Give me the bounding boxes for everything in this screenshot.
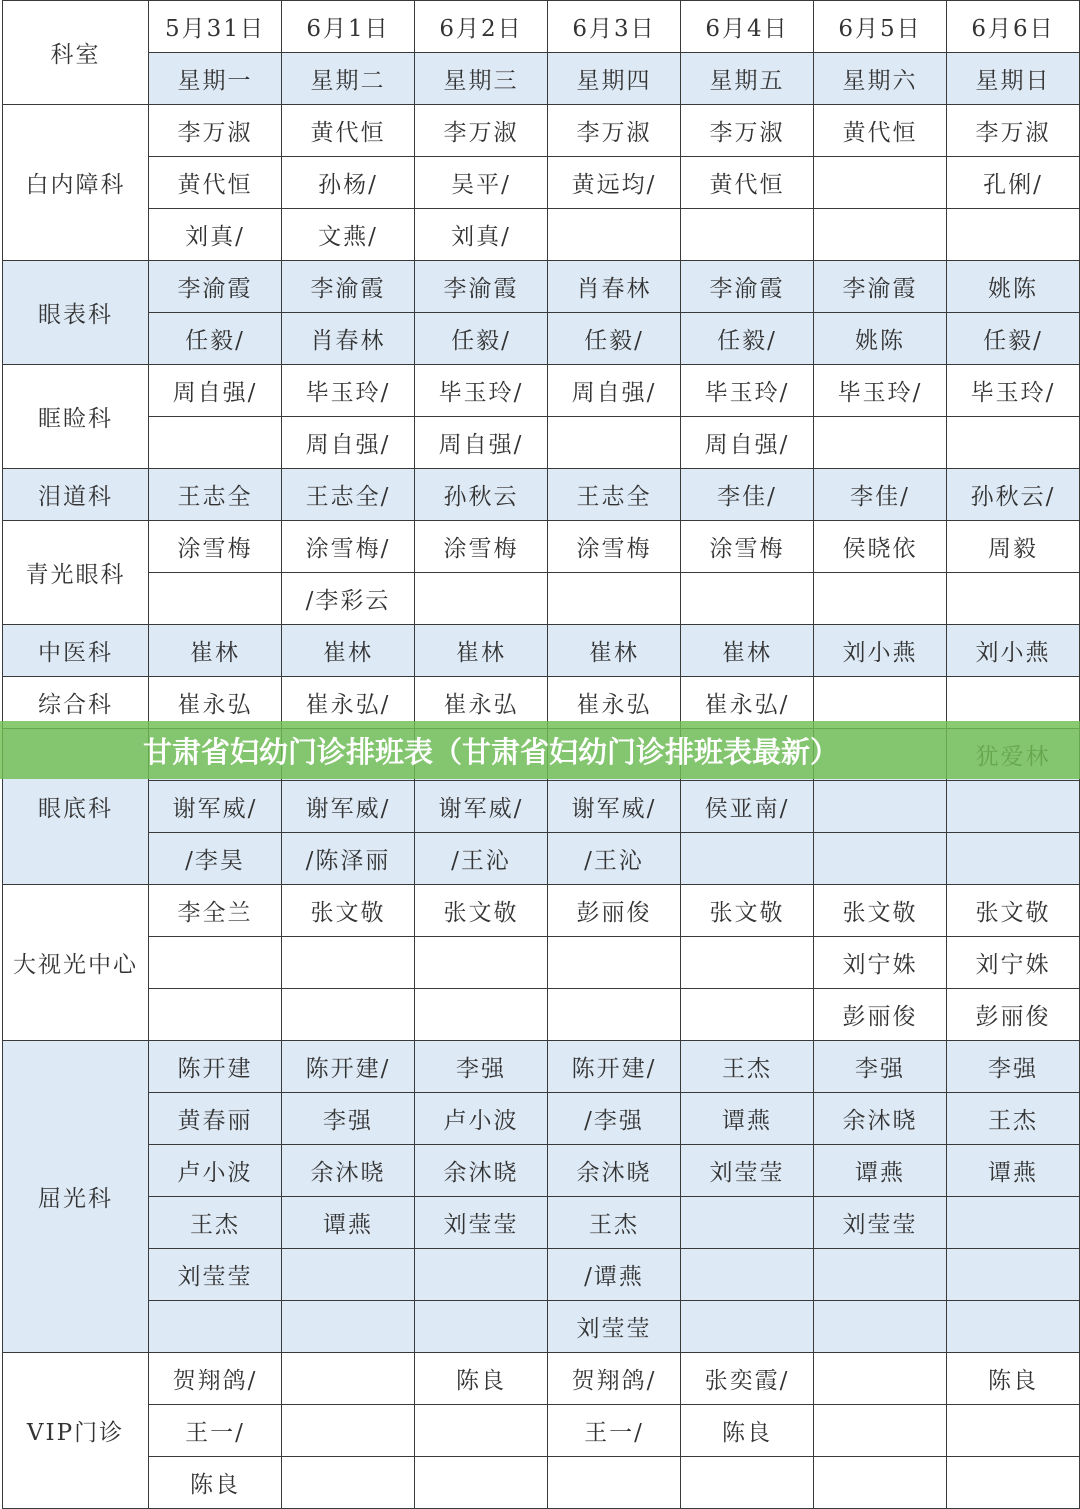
doctor-cell [415,1249,548,1301]
overlay-title: 甘肃省妇幼门诊排班表（甘肃省妇幼门诊排班表最新） [143,734,840,769]
doctor-cell: 张文敬 [814,885,947,937]
date-cell: 6月5日 [814,1,947,53]
doctor-cell: 李佳/ [814,469,947,521]
schedule-row [3,209,1080,261]
doctor-cell: 陈良 [149,1457,282,1509]
doctor-cell [947,781,1080,833]
doctor-cell [282,937,415,989]
doctor-cell: 崔永弘 [548,677,681,729]
doctor-cell: 李强 [415,1041,548,1093]
doctor-cell: 涂雪梅 [681,521,814,573]
doctor-cell: 李渝霞 [681,261,814,313]
title-overlay-banner [0,721,1080,779]
doctor-cell: 李万淑 [681,105,814,157]
doctor-cell: 姚陈 [947,261,1080,313]
doctor-cell: 贺翔鸽/ [548,1353,681,1405]
weekday-cell: 星期三 [415,53,548,105]
department-name: VIP门诊 [3,1353,149,1509]
doctor-cell: 李渝霞 [282,261,415,313]
doctor-cell [814,1249,947,1301]
doctor-cell: 余沐晓 [814,1093,947,1145]
doctor-cell: 崔永弘/ [282,677,415,729]
doctor-cell: 文燕/ [282,209,415,261]
doctor-cell [947,833,1080,885]
doctor-cell [415,1405,548,1457]
weekday-cell: 星期五 [681,53,814,105]
department-name: 综合科 [3,677,149,729]
schedule-row [3,625,1080,677]
doctor-cell: 肖春林 [282,313,415,365]
doctor-cell: 谭燕 [282,1197,415,1249]
doctor-cell: 李万淑 [415,105,548,157]
doctor-cell: 侯亚南/ [681,781,814,833]
doctor-cell: 李渝霞 [415,261,548,313]
doctor-cell [947,1301,1080,1353]
schedule-row [3,781,1080,833]
doctor-cell [947,209,1080,261]
doctor-cell [814,1353,947,1405]
doctor-cell: 毕玉玲/ [415,365,548,417]
doctor-cell: 李全兰 [149,885,282,937]
doctor-cell: 孙秋云 [415,469,548,521]
doctor-cell: 刘真/ [415,209,548,261]
doctor-cell: 谢军威/ [282,781,415,833]
header-date-row [3,1,1080,53]
doctor-cell [814,417,947,469]
doctor-cell: /陈泽丽 [282,833,415,885]
weekday-cell: 星期一 [149,53,282,105]
doctor-cell: 王杰 [149,1197,282,1249]
doctor-cell [149,417,282,469]
doctor-cell: 谢军威/ [415,781,548,833]
doctor-cell: 毕玉玲/ [947,365,1080,417]
doctor-cell: 李万淑 [548,105,681,157]
doctor-cell: 黄代恒 [149,157,282,209]
doctor-cell [282,989,415,1041]
doctor-cell [149,573,282,625]
doctor-cell: 王杰 [947,1093,1080,1145]
doctor-cell: 刘真/ [149,209,282,261]
doctor-cell [814,209,947,261]
doctor-cell: 崔林 [548,625,681,677]
doctor-cell: 张文敬 [947,885,1080,937]
doctor-cell: 刘莹莹 [415,1197,548,1249]
schedule-row [3,313,1080,365]
doctor-cell: 周自强/ [548,365,681,417]
weekday-cell: 星期六 [814,53,947,105]
department-name: 青光眼科 [3,521,149,625]
doctor-cell: 陈良 [681,1405,814,1457]
doctor-cell: 崔永弘/ [681,677,814,729]
doctor-cell: 孔俐/ [947,157,1080,209]
doctor-cell: 李渝霞 [149,261,282,313]
doctor-cell: 陈开建/ [282,1041,415,1093]
doctor-cell: 任毅/ [149,313,282,365]
doctor-cell: 涂雪梅 [548,521,681,573]
doctor-cell: 姚陈 [814,313,947,365]
doctor-cell [681,1301,814,1353]
department-name: 眼表科 [3,261,149,365]
doctor-cell [814,781,947,833]
doctor-cell: 王一/ [548,1405,681,1457]
doctor-cell [947,417,1080,469]
doctor-cell: /李昊 [149,833,282,885]
doctor-cell: 黄代恒 [814,105,947,157]
doctor-cell [681,1457,814,1509]
doctor-cell [947,1197,1080,1249]
doctor-cell: 贺翔鸽/ [149,1353,282,1405]
doctor-cell: 周自强/ [415,417,548,469]
doctor-cell [548,417,681,469]
schedule-row [3,989,1080,1041]
doctor-cell: 涂雪梅/ [282,521,415,573]
doctor-cell: 卢小波 [149,1145,282,1197]
doctor-cell: 余沐晓 [282,1145,415,1197]
schedule-row [3,1093,1080,1145]
doctor-cell [282,1405,415,1457]
doctor-cell: 彭丽俊 [814,989,947,1041]
doctor-cell: 毕玉玲/ [681,365,814,417]
doctor-cell: 吴平/ [415,157,548,209]
doctor-cell: 黄代恒 [282,105,415,157]
doctor-cell: /谭燕 [548,1249,681,1301]
schedule-row [3,469,1080,521]
doctor-cell [149,989,282,1041]
doctor-cell: 任毅/ [415,313,548,365]
doctor-cell: 王杰 [681,1041,814,1093]
date-cell: 6月6日 [947,1,1080,53]
doctor-cell: 孙秋云/ [947,469,1080,521]
doctor-cell [681,1249,814,1301]
doctor-cell [947,1457,1080,1509]
doctor-cell: 刘宁姝 [947,937,1080,989]
schedule-row [3,1249,1080,1301]
doctor-cell [415,1457,548,1509]
doctor-cell: 崔永弘 [149,677,282,729]
doctor-cell [947,573,1080,625]
doctor-cell: 李强 [814,1041,947,1093]
doctor-cell [814,1301,947,1353]
doctor-cell: 李佳/ [681,469,814,521]
doctor-cell: /李强 [548,1093,681,1145]
doctor-cell: 周自强/ [282,417,415,469]
doctor-cell: 陈开建/ [548,1041,681,1093]
doctor-cell: 毕玉玲/ [814,365,947,417]
doctor-cell: 张文敬 [415,885,548,937]
schedule-row [3,885,1080,937]
doctor-cell [282,1301,415,1353]
doctor-cell [814,573,947,625]
schedule-row [3,521,1080,573]
doctor-cell [814,1405,947,1457]
doctor-cell: 刘莹莹 [814,1197,947,1249]
schedule-row [3,1041,1080,1093]
doctor-cell: 陈良 [947,1353,1080,1405]
doctor-cell [681,209,814,261]
doctor-cell: 陈开建 [149,1041,282,1093]
doctor-cell: 刘莹莹 [681,1145,814,1197]
doctor-cell: 余沐晓 [548,1145,681,1197]
doctor-cell [947,1405,1080,1457]
doctor-cell [282,1353,415,1405]
doctor-cell [415,937,548,989]
doctor-cell: 黄远均/ [548,157,681,209]
doctor-cell: 张奕霞/ [681,1353,814,1405]
doctor-cell [548,573,681,625]
doctor-cell: 卢小波 [415,1093,548,1145]
doctor-cell [681,573,814,625]
doctor-cell: 涂雪梅 [149,521,282,573]
doctor-cell: 崔林 [681,625,814,677]
doctor-cell [814,1457,947,1509]
doctor-cell: 黄代恒 [681,157,814,209]
doctor-cell: 黄春丽 [149,1093,282,1145]
schedule-row [3,417,1080,469]
schedule-row [3,833,1080,885]
doctor-cell: 周自强/ [681,417,814,469]
doctor-cell: 王志全 [548,469,681,521]
doctor-cell: 谢军威/ [548,781,681,833]
doctor-cell [415,1301,548,1353]
doctor-cell: 王杰 [548,1197,681,1249]
doctor-cell: 崔林 [415,625,548,677]
doctor-cell [814,833,947,885]
doctor-cell: 谭燕 [681,1093,814,1145]
doctor-cell: 王一/ [149,1405,282,1457]
doctor-cell [548,209,681,261]
doctor-cell: 张文敬 [282,885,415,937]
doctor-cell: 彭丽俊 [947,989,1080,1041]
doctor-cell [681,989,814,1041]
schedule-row [3,937,1080,989]
corner-label: 科室 [3,1,149,105]
department-name: 屈光科 [3,1041,149,1353]
date-cell: 6月2日 [415,1,548,53]
doctor-cell: /王沁 [548,833,681,885]
department-name: 眶睑科 [3,365,149,469]
doctor-cell: 刘宁姝 [814,937,947,989]
doctor-cell: 肖春林 [548,261,681,313]
department-name: 大视光中心 [3,885,149,1041]
date-cell: 6月4日 [681,1,814,53]
doctor-cell: 崔永弘 [415,677,548,729]
doctor-cell [548,1457,681,1509]
weekday-cell: 星期四 [548,53,681,105]
doctor-cell: 余沐晓 [415,1145,548,1197]
doctor-cell: 崔林 [149,625,282,677]
doctor-cell [548,937,681,989]
doctor-cell: 谭燕 [947,1145,1080,1197]
doctor-cell: 侯晓依 [814,521,947,573]
doctor-cell [681,833,814,885]
doctor-cell: 李强 [947,1041,1080,1093]
doctor-cell: 王志全 [149,469,282,521]
doctor-cell: 李强 [282,1093,415,1145]
doctor-cell: 刘小燕 [814,625,947,677]
schedule-row [3,157,1080,209]
doctor-cell: 毕玉玲/ [282,365,415,417]
doctor-cell: 周自强/ [149,365,282,417]
doctor-cell: 李万淑 [149,105,282,157]
doctor-cell: 陈良 [415,1353,548,1405]
doctor-cell: 刘莹莹 [548,1301,681,1353]
doctor-cell: 周毅 [947,521,1080,573]
doctor-cell: 任毅/ [947,313,1080,365]
doctor-cell: 崔林 [282,625,415,677]
department-name: 泪道科 [3,469,149,521]
schedule-row [3,105,1080,157]
doctor-cell: 涂雪梅 [415,521,548,573]
schedule-row [3,1197,1080,1249]
doctor-cell: 刘莹莹 [149,1249,282,1301]
doctor-cell [814,157,947,209]
doctor-cell: 彭丽俊 [548,885,681,937]
date-cell: 6月3日 [548,1,681,53]
doctor-cell [415,989,548,1041]
doctor-cell: 王志全/ [282,469,415,521]
department-name: 眼底科 [3,729,149,885]
doctor-cell [149,937,282,989]
doctor-cell [282,1249,415,1301]
doctor-cell: 任毅/ [681,313,814,365]
doctor-cell: 任毅/ [548,313,681,365]
doctor-cell: 谭燕 [814,1145,947,1197]
department-name: 白内障科 [3,105,149,261]
date-cell: 6月1日 [282,1,415,53]
schedule-row [3,573,1080,625]
date-cell: 5月31日 [149,1,282,53]
doctor-cell [548,989,681,1041]
schedule-row [3,1353,1080,1405]
schedule-row [3,1457,1080,1509]
doctor-cell: /李彩云 [282,573,415,625]
doctor-cell [681,1197,814,1249]
weekday-cell: 星期二 [282,53,415,105]
doctor-cell [149,1301,282,1353]
doctor-cell [947,1249,1080,1301]
schedule-row [3,1301,1080,1353]
department-name: 中医科 [3,625,149,677]
header-weekday-row [3,53,1080,105]
schedule-row [3,1405,1080,1457]
weekday-cell: 星期日 [947,53,1080,105]
doctor-cell: 张文敬 [681,885,814,937]
doctor-cell: 李万淑 [947,105,1080,157]
doctor-cell [681,937,814,989]
schedule-row [3,1145,1080,1197]
schedule-row [3,261,1080,313]
doctor-cell [282,1457,415,1509]
doctor-cell: 刘小燕 [947,625,1080,677]
doctor-cell [415,573,548,625]
doctor-cell: 李渝霞 [814,261,947,313]
doctor-cell: 谢军威/ [149,781,282,833]
schedule-row [3,365,1080,417]
doctor-cell: 孙杨/ [282,157,415,209]
doctor-cell: /王沁 [415,833,548,885]
